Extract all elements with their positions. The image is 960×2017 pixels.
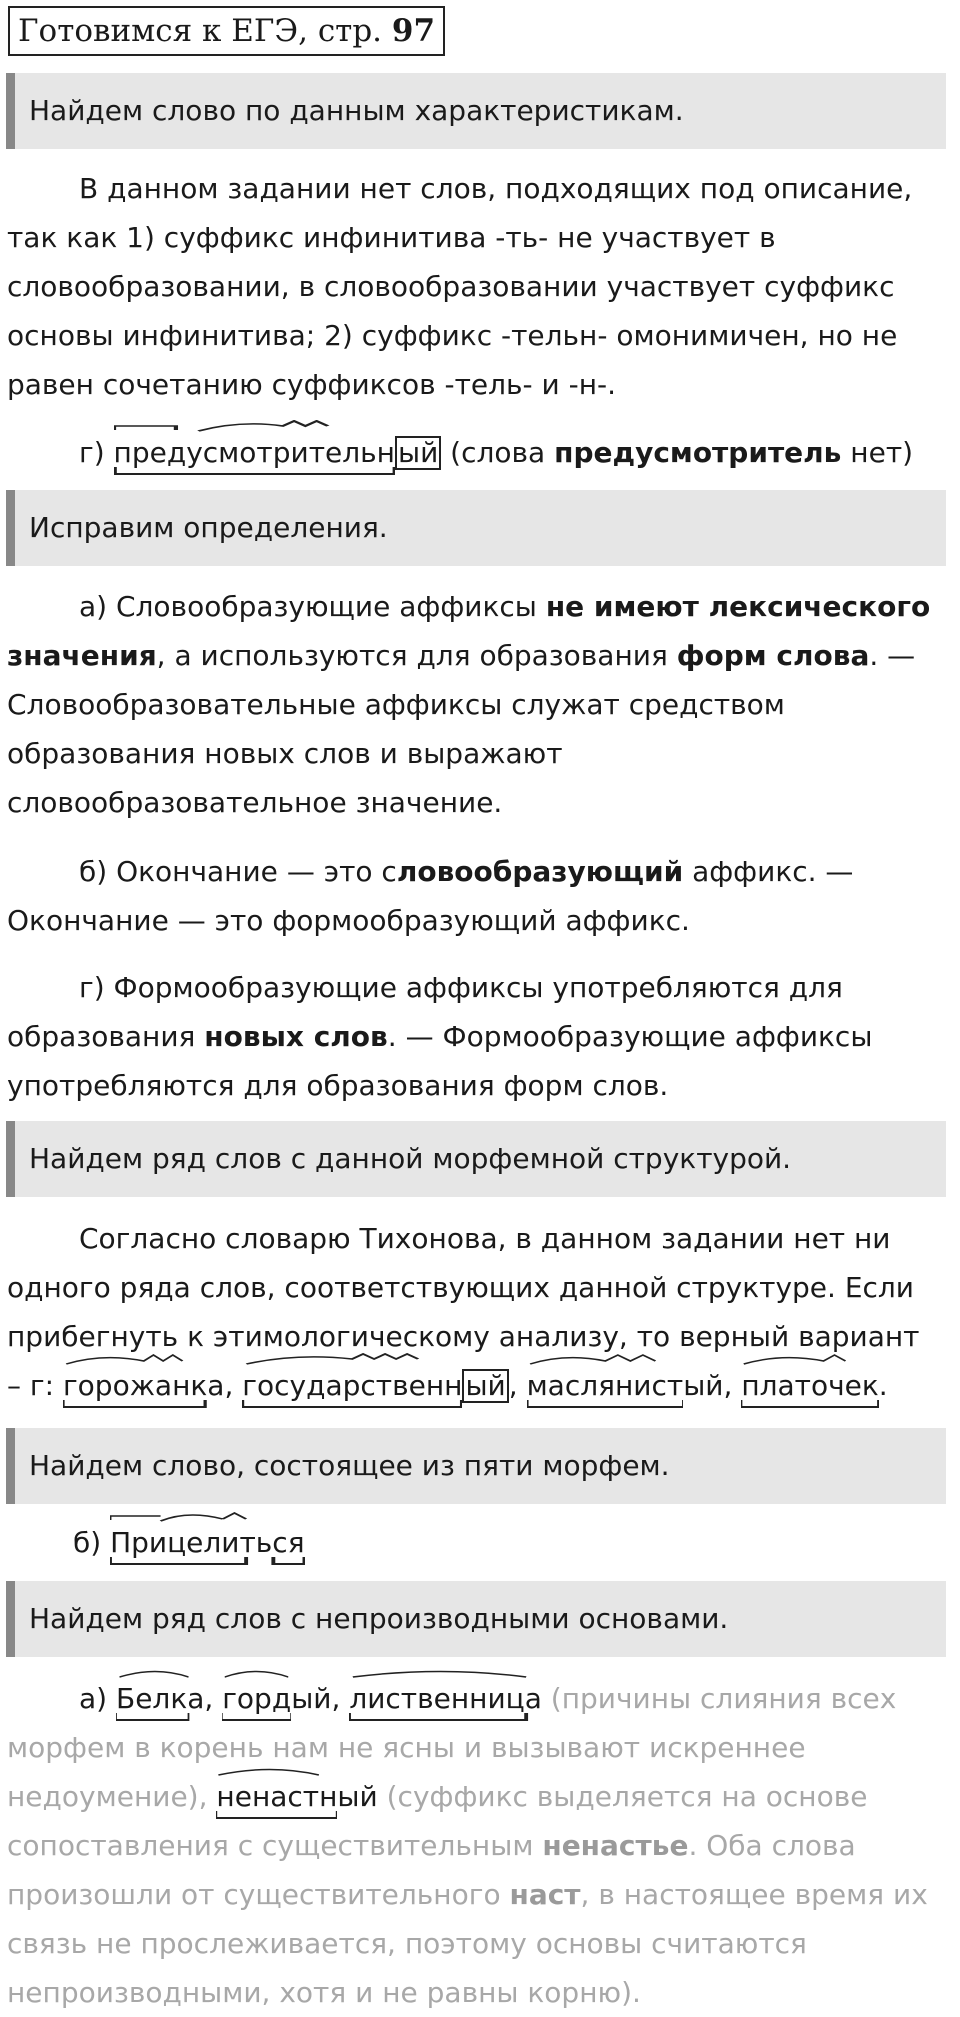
section-heading: Найдем слово, состоящее из пяти морфем. <box>6 1428 946 1504</box>
bold-text: не имеют лексического <box>545 590 931 623</box>
word-ending-box: ый <box>462 1369 508 1403</box>
text: нет) <box>841 436 914 469</box>
grey-text: . Оба слова <box>688 1829 856 1862</box>
stem-underline <box>222 1713 291 1721</box>
text: а) Словообразующие аффиксы <box>79 590 546 623</box>
page-number: 97 <box>391 13 436 49</box>
text-line: Словообразовательные аффиксы служат средством <box>7 688 785 721</box>
word: Прицелиться <box>110 1526 305 1559</box>
text: аффикс. — <box>683 855 854 888</box>
text: (слова <box>441 436 555 469</box>
text-line: прибегнуть к этимологическому анализу, то верный вариант <box>7 1320 920 1353</box>
morpheme-root-mark <box>110 1510 304 1522</box>
grey-text: недоумение), <box>7 1780 217 1813</box>
paragraph <box>7 1674 952 2017</box>
paragraph <box>7 847 952 945</box>
text: ый <box>291 1682 332 1715</box>
morpheme-word <box>242 1361 462 1410</box>
morpheme-root-mark <box>349 1666 542 1678</box>
grey-text-line: морфем в корень нам не ясны и вызывают искреннее <box>7 1731 806 1764</box>
morpheme-word <box>216 1772 337 1821</box>
text: ый <box>683 1369 724 1402</box>
word: горожанка <box>62 1369 225 1402</box>
grey-text: произошли от существительного <box>7 1878 510 1911</box>
stem-underline <box>110 1557 304 1565</box>
text-line: образования новых слов и выражают <box>7 737 563 770</box>
text: . <box>878 1369 888 1402</box>
paragraph <box>7 164 952 409</box>
word: лиственница <box>349 1682 542 1715</box>
page-title <box>8 6 445 56</box>
paragraph <box>7 428 952 477</box>
bold-text: новых слов <box>204 1020 388 1053</box>
morpheme-word <box>349 1674 542 1723</box>
grey-text: , в настоящее время их <box>580 1878 928 1911</box>
text: , а используются для образования <box>156 639 677 672</box>
text-line <box>7 631 952 680</box>
bold-text: ловообразующий <box>396 855 684 888</box>
paragraph <box>7 1214 952 1410</box>
word-stem: маслянист <box>526 1369 684 1402</box>
text-line: употребляются для образования форм слов. <box>7 1069 669 1102</box>
stem-underline <box>114 467 395 475</box>
word-stem: государственн <box>242 1369 463 1402</box>
morpheme-root-mark <box>116 1666 204 1678</box>
item-label: а) <box>79 1682 116 1715</box>
morpheme-word <box>114 428 395 477</box>
section-heading: Найдем ряд слов с непроизводными основами. <box>6 1581 946 1657</box>
paragraph <box>7 963 952 1110</box>
morpheme-word <box>741 1361 878 1410</box>
text-line: Окончание — это формообразующий аффикс. <box>7 904 690 937</box>
text: ый <box>337 1780 378 1813</box>
grey-text-line <box>7 1870 952 1919</box>
stem-underline <box>216 1811 337 1819</box>
word-stem: ненастн <box>216 1780 338 1813</box>
word: платочек <box>741 1369 879 1402</box>
morpheme-root-mark <box>216 1764 337 1776</box>
morpheme-root-mark <box>242 1353 462 1365</box>
grey-text-line <box>7 1821 952 1870</box>
grey-text: сопоставления с существительным <box>7 1829 543 1862</box>
text-line <box>7 1012 952 1061</box>
grey-text-line: связь не прослеживается, поэтому основы считаются <box>7 1927 807 1960</box>
text-line <box>7 582 952 631</box>
text: . — Формообразующие аффиксы <box>387 1020 873 1053</box>
item-label: г) <box>79 436 114 469</box>
text: образования <box>7 1020 205 1053</box>
morpheme-root-mark <box>527 1353 684 1365</box>
page-title-text: Готовимся к ЕГЭ, стр. <box>18 13 392 49</box>
text-line: равен сочетанию суффиксов -тель- и -н-. <box>7 368 617 401</box>
stem-underline <box>527 1400 684 1408</box>
stem-underline <box>63 1400 225 1408</box>
text-line <box>7 1772 952 1821</box>
text-line: словообразовании, в словообразовании участвует суффикс <box>7 270 895 303</box>
text-line: одного ряда слов, соответствующих данной структуре. Если <box>7 1271 915 1304</box>
morpheme-root-mark <box>114 420 395 432</box>
text-line <box>7 847 952 896</box>
text: – г: <box>7 1369 63 1402</box>
text: . — <box>869 639 916 672</box>
section-heading: Исправим определения. <box>6 490 946 566</box>
text: , <box>224 1369 243 1402</box>
morpheme-word <box>116 1674 204 1723</box>
morpheme-word <box>222 1674 291 1723</box>
stem-underline <box>741 1400 878 1408</box>
stem-underline <box>349 1713 542 1721</box>
grey-text-line: непроизводными, хотя и не равны корню). <box>7 1976 641 2009</box>
stem-underline <box>242 1400 462 1408</box>
text-line: Согласно словарю Тихонова, в данном задании нет ни <box>79 1222 891 1255</box>
text-line: словообразовательное значение. <box>7 786 503 819</box>
text: , <box>508 1369 527 1402</box>
morpheme-word <box>63 1361 225 1410</box>
bold-text: значения <box>7 639 157 672</box>
bold-grey-text: наст <box>509 1878 581 1911</box>
section-heading: Найдем ряд слов с данной морфемной структурой. <box>6 1121 946 1197</box>
section-heading: Найдем слово по данным характеристикам. <box>6 73 946 149</box>
grey-text: (причины слияния всех <box>541 1682 897 1715</box>
text-line <box>7 1518 952 1567</box>
text-line <box>7 1361 952 1410</box>
morpheme-root-mark <box>63 1353 225 1365</box>
morpheme-root-mark <box>741 1353 878 1365</box>
word: Белка <box>115 1682 205 1715</box>
text-line: г) Формообразующие аффиксы употребляются для <box>79 971 843 1004</box>
morpheme-word <box>527 1361 684 1410</box>
stem-underline <box>116 1713 204 1721</box>
morpheme-root-mark <box>222 1666 291 1678</box>
bold-text: форм слова <box>676 639 870 672</box>
text: , <box>723 1369 742 1402</box>
text: , <box>204 1682 223 1715</box>
paragraph <box>7 582 952 827</box>
paragraph <box>7 1518 952 1567</box>
bold-text: предусмотритель <box>554 436 842 469</box>
word-stem: предусмотрительн <box>113 436 395 469</box>
text-line <box>7 1674 952 1723</box>
morpheme-word <box>110 1518 304 1567</box>
item-label: б) <box>73 1526 111 1559</box>
text: б) Окончание — это с <box>79 855 397 888</box>
word-stem: горд <box>222 1682 292 1715</box>
text-line: так как 1) суффикс инфинитива -ть- не участвует в <box>7 221 776 254</box>
bold-grey-text: ненастье <box>542 1829 689 1862</box>
text-line: В данном задании нет слов, подходящих под описание, <box>79 172 913 205</box>
text-line: основы инфинитива; 2) суффикс -тельн- омонимичен, но не <box>7 319 898 352</box>
word-ending-box: ый <box>395 436 441 470</box>
text: , <box>331 1682 350 1715</box>
text-line <box>7 428 952 477</box>
grey-text: (суффикс выделяется на основе <box>377 1780 868 1813</box>
